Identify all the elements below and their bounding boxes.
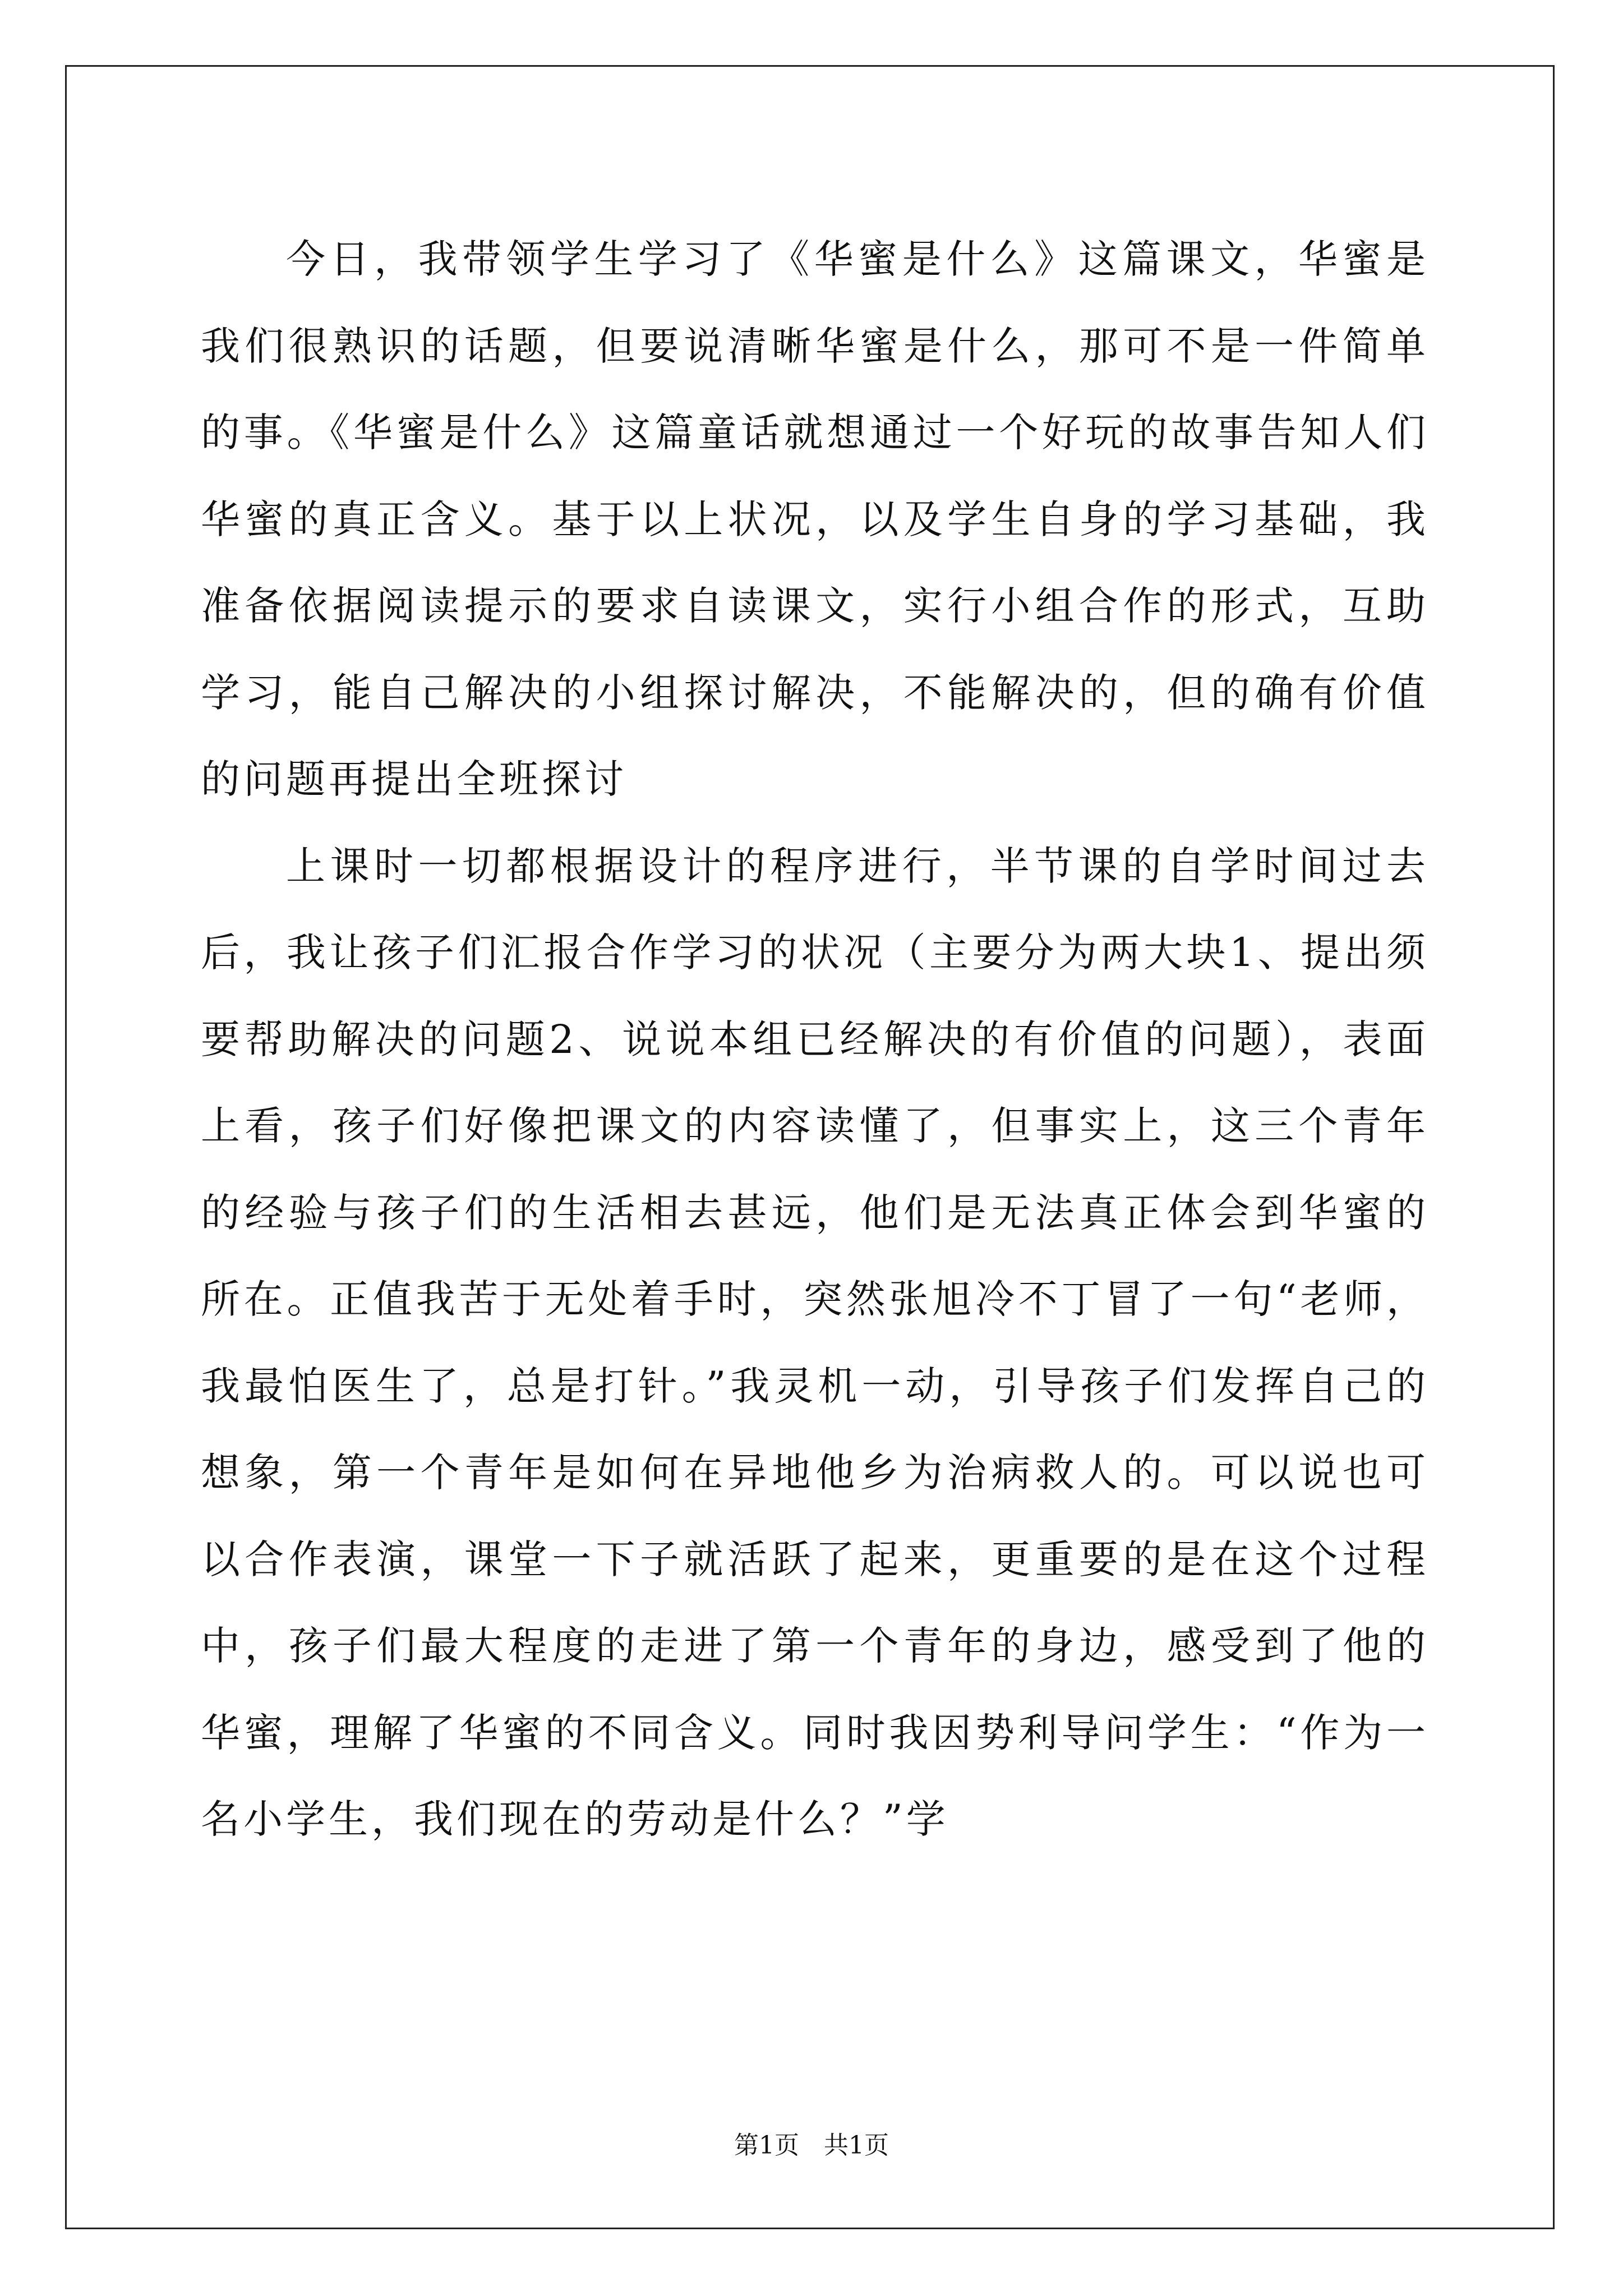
page-footer: 第1页 共1页 [734,2131,889,2160]
paragraph-1: 今日，我带领学生学习了《华蜜是什么》这篇课文，华蜜是我们很熟识的话题，但要说清晰华蜜是什么，那可不是一件简单的事。《华蜜是什么》这篇童话就想通过一个好玩的故事告知人们华蜜的真正含义。基于以上状况，以及学生自身的学习基础，我准备依据阅读提示的要求自读课文，实行小组合作的形式，互助学习，能自己解决的小组探讨解决，不能解决的，但的确有价值的问题再提出全班探讨 [201,236,1429,802]
paragraph-2: 上课时一切都根据设计的程序进行，半节课的自学时间过去后，我让孩子们汇报合作学习的状况（主要分为两大块1、提出须要帮助解决的问题2、说说本组已经解决的有价值的问题），表面上看，孩子们好像把课文的内容读懂了，但事实上，这三个青年的经验与孩子们的生活相去甚远，他们是无法真正体会到华蜜的所在。正值我苦于无处着手时，突然张旭冷不丁冒了一句“老师，我最怕医生了，总是打针。”我灵机一动，引导孩子们发挥自己的想象，第一个青年是如何在异地他乡为治病救人的。可以说也可以合作表演，课堂一下子就活跃了起来，更重要的是在这个过程中，孩子们最大程度的走进了第一个青年的身边，感受到了他的华蜜，理解了华蜜的不同含义。同时我因势利导问学生：“作为一名小学生，我们现在的劳动是什么？”学 [201,843,1429,1842]
document-body [201,216,1429,1863]
